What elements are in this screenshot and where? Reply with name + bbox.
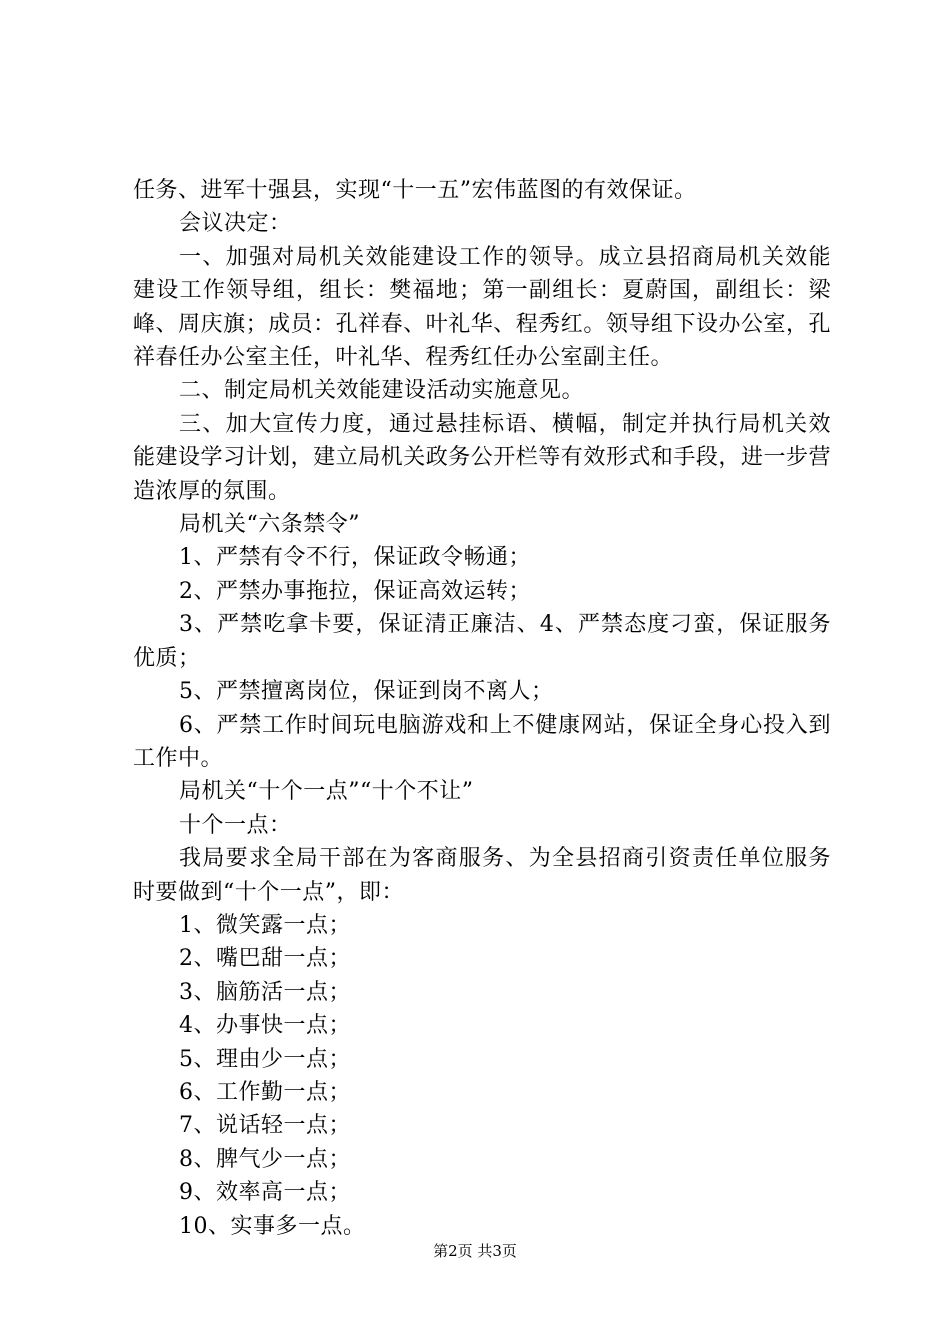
paragraph: 6、工作勤一点； [179, 1079, 351, 1105]
paragraph: 5、理由少一点； [179, 1046, 351, 1072]
paragraph: 2、嘴巴甜一点； [179, 946, 351, 972]
paragraph: 3、脑筋活一点； [179, 979, 351, 1005]
page-footer: 第2页 共3页 [433, 1242, 517, 1260]
paragraph: 三、加大宣传力度，通过悬挂标语、横幅，制定并执行局机关效能建设学习计划，建立局机关政务公开栏等有效形式和手段，进一步营造浓厚的氛围。 [133, 411, 831, 504]
paragraph: 3、严禁吃拿卡要，保证清正廉洁、4、严禁态度刁蛮，保证服务优质； [133, 612, 831, 671]
paragraph: 十个一点： [179, 812, 292, 838]
paragraph: 一、加强对局机关效能建设工作的领导。成立县招商局机关效能建设工作领导组，组长：樊福地；第一副组长：夏蔚国，副组长：梁峰、周庆旗；成员：孔祥春、叶礼华、程秀红。领导组下设办公室，孔祥春任办公室主任，叶礼华、程秀红任办公室副主任。 [133, 244, 831, 371]
paragraph: 局机关“十个一点”“十个不让” [179, 779, 474, 805]
paragraph: 6、严禁工作时间玩电脑游戏和上不健康网站，保证全身心投入到工作中。 [133, 712, 831, 771]
paragraph: 9、效率高一点； [179, 1180, 351, 1206]
paragraph: 10、实事多一点。 [179, 1213, 366, 1239]
paragraph: 2、严禁办事拖拉，保证高效运转； [179, 578, 531, 604]
paragraph: 4、办事快一点； [179, 1013, 351, 1039]
paragraph: 我局要求全局干部在为客商服务、为全县招商引资责任单位服务时要做到“十个一点”，即： [133, 846, 831, 905]
paragraph: 7、说话轻一点； [179, 1113, 351, 1139]
paragraph: 1、微笑露一点； [179, 912, 351, 938]
paragraph: 任务、进军十强县，实现“十一五”宏伟蓝图的有效保证。 [133, 178, 697, 203]
paragraph: 会议决定： [179, 211, 292, 237]
document-body [133, 174, 831, 1243]
paragraph: 1、严禁有令不行，保证政令畅通； [179, 545, 531, 571]
paragraph: 局机关“六条禁令” [179, 512, 360, 538]
paragraph: 8、脾气少一点； [179, 1146, 351, 1172]
paragraph: 5、严禁擅离岗位，保证到岗不离人； [179, 679, 554, 705]
paragraph: 二、制定局机关效能建设活动实施意见。 [179, 378, 585, 404]
